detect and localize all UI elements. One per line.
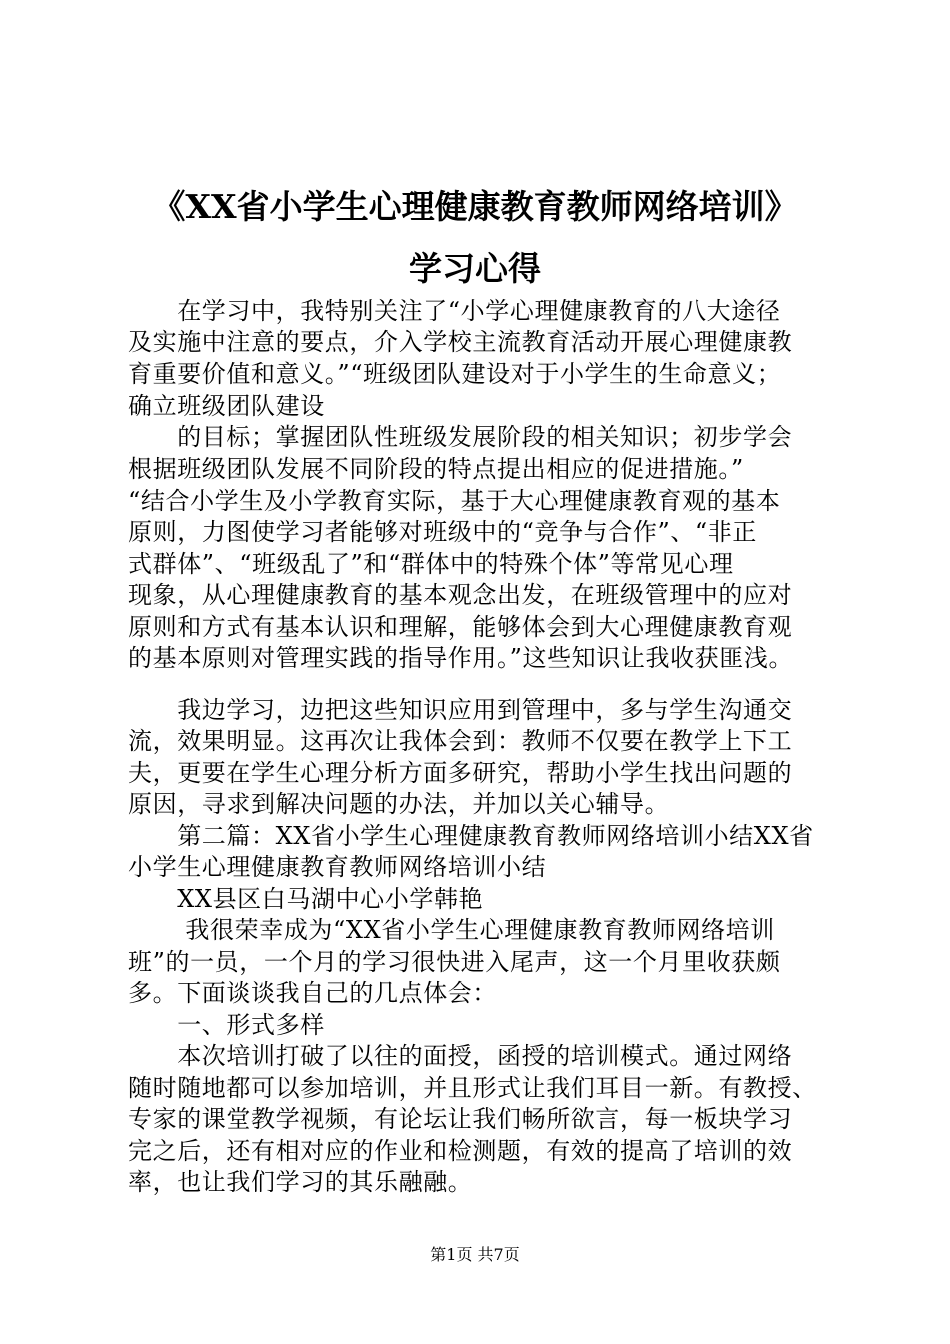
text-line: XX县区白马湖中心小学韩艳 [128, 885, 484, 913]
text-line: 育重要价值和意义。”“班级团队建设对于小学生的生命意义； [128, 360, 782, 388]
text-line: 确立班级团队建设 [128, 392, 325, 420]
page-footer: 第1页 共7页 [430, 1245, 520, 1264]
text-line: “结合小学生及小学教育实际，基于大心理健康教育观的基本 [128, 487, 781, 515]
text-line: 率，也让我们学习的其乐融融。 [128, 1168, 473, 1196]
text-line: 完之后，还有相对应的作业和检测题，有效的提高了培训的效 [128, 1137, 793, 1165]
text-line: 流，效果明显。这再次让我体会到：教师不仅要在教学上下工 [128, 727, 793, 755]
text-line: 式群体”、“班级乱了”和“群体中的特殊个体”等常见心理 [128, 550, 734, 578]
text-line: 我很荣幸成为“XX省小学生心理健康教育教师网络培训 [128, 916, 775, 944]
text-line: 我边学习，边把这些知识应用到管理中，多与学生沟通交 [128, 696, 793, 724]
document-title-line-2: 学习心得 [409, 249, 541, 288]
text-line: 及实施中注意的要点，介入学校主流教育活动开展心理健康教 [128, 328, 793, 356]
text-line: 根据班级团队发展不同阶段的特点提出相应的促进措施。” [128, 455, 744, 483]
text-line: 小学生心理健康教育教师网络培训小结 [128, 853, 547, 881]
text-line: 在学习中，我特别关注了“小学心理健康教育的八大途径 [128, 297, 781, 325]
text-line: 原因，寻求到解决问题的办法，并加以关心辅导。 [128, 790, 670, 818]
text-line: 班”的一员，一个月的学习很快进入尾声，这一个月里收获颇 [128, 948, 781, 976]
text-line: 原则和方式有基本认识和理解，能够体会到大心理健康教育观 [128, 613, 793, 641]
text-line: 现象，从心理健康教育的基本观念出发，在班级管理中的应对 [128, 581, 793, 609]
text-line: 原则，力图使学习者能够对班级中的“竞争与合作”、“非正 [128, 518, 758, 546]
text-line: 本次培训打破了以往的面授，函授的培训模式。通过网络 [128, 1042, 793, 1070]
text-line: 多。下面谈谈我自己的几点体会： [128, 979, 497, 1007]
text-line: 的目标；掌握团队性班级发展阶段的相关知识；初步学会 [128, 423, 793, 451]
text-line: 的基本原则对管理实践的指导作用。”这些知识让我收获匪浅。 [128, 644, 794, 672]
text-line: 随时随地都可以参加培训，并且形式让我们耳目一新。有教授、 [128, 1074, 817, 1102]
document-title-line-1: 《XX省小学生心理健康教育教师网络培训》 [152, 187, 798, 226]
text-line: 第二篇：XX省小学生心理健康教育教师网络培训小结XX省 [128, 822, 814, 850]
text-line: 夫，更要在学生心理分析方面多研究，帮助小学生找出问题的 [128, 759, 793, 787]
text-line: 专家的课堂教学视频，有论坛让我们畅所欲言，每一板块学习 [128, 1105, 793, 1133]
text-line: 一、形式多样 [128, 1011, 325, 1039]
